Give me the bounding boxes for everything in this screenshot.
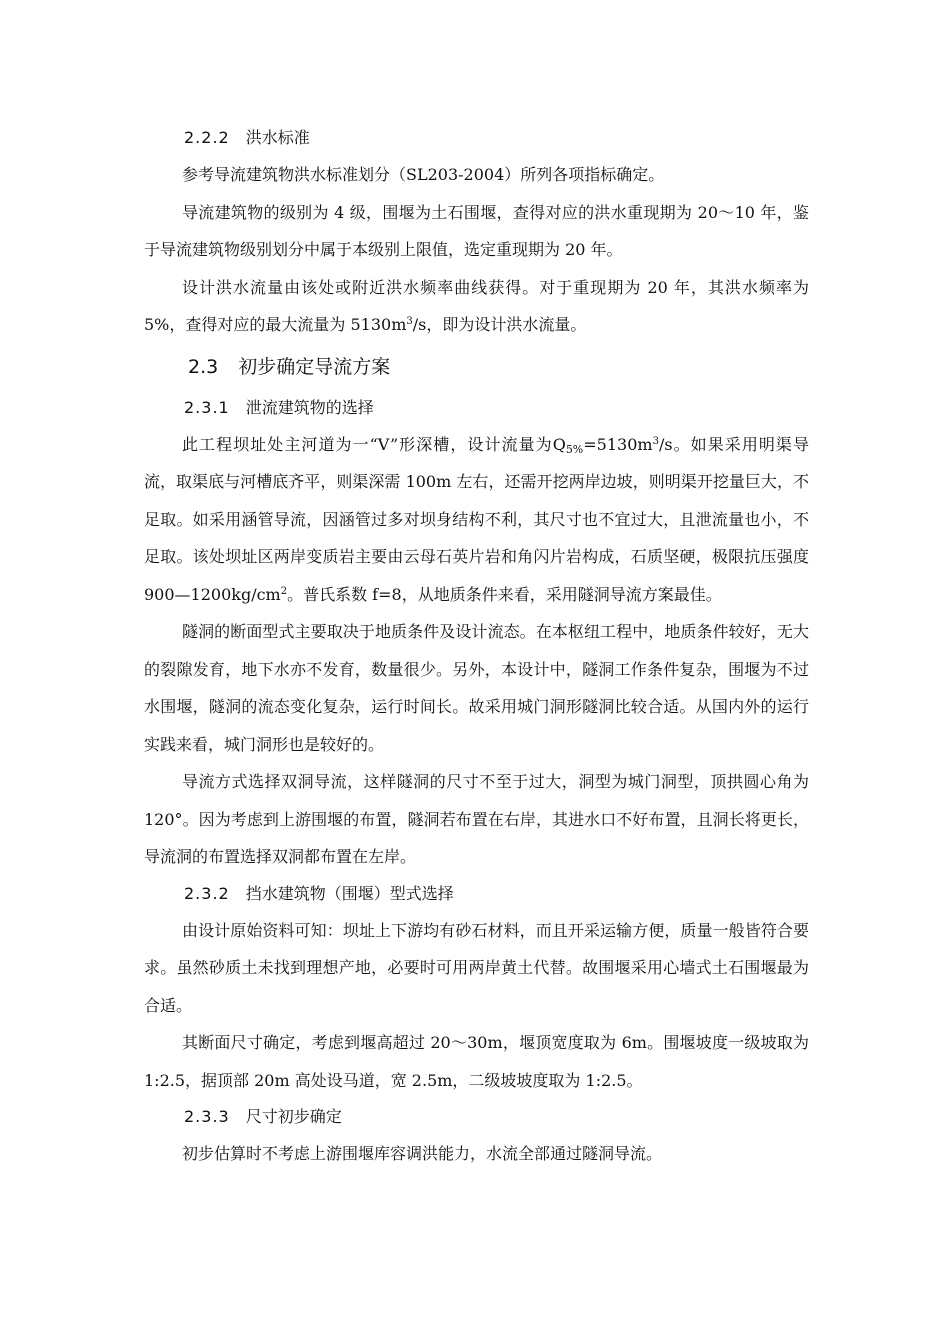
- heading-2-3-3: [144, 1099, 809, 1135]
- superscript: 2: [280, 585, 288, 597]
- text-run: /s。如果采用明渠导流，取渠底与河槽底齐平，则渠深需 100m 左右，还需开挖两岸边坡，则明渠开挖量巨大，不足取。如采用涵管导流，因涵管过多对坝身结构不利，其尺寸也不宜过大，且泄流量也小，不足取。该处坝址区两岸变质岩主要由云母石英片岩和角闪片岩构成，石质坚硬，极限抗压强度 900—1200kg/cm: [144, 434, 809, 604]
- paragraph: 初步估算时不考虑上游围堰库容调洪能力，水流全部通过隧洞导流。: [182, 1144, 663, 1163]
- heading-title: 挡水建筑物（围堰）型式选择: [245, 883, 454, 903]
- page-content: [144, 116, 809, 1173]
- heading-2-2-2: [144, 120, 809, 156]
- heading-title: 洪水标准: [245, 128, 310, 147]
- heading-title: 尺寸初步确定: [245, 1107, 342, 1126]
- text-run: /s，即为设计洪水流量。: [412, 315, 587, 334]
- heading-title: 初步确定导流方案: [238, 355, 391, 378]
- paragraph: 隧洞的断面型式主要取决于地质条件及设计流态。在本枢纽工程中，地质条件较好，无大的裂隙发育，地下水亦不发育，数量很少。另外，本设计中，隧洞工作条件复杂，围堰为不过水围堰，隧洞的流态变化复杂，运行时间长。故采用城门洞形隧洞比较合适。从国内外的运行实践来看，城门洞形也是较好的。: [144, 622, 809, 754]
- text-run: =5130m: [583, 434, 653, 454]
- text-run: 此工程坝址处主河道为一“V”形深槽，设计流量为Q: [182, 434, 566, 454]
- paragraph: 其断面尺寸确定，考虑到堰高超过 20～30m，堰顶宽度取为 6m。围堰坡度一级坡取为 1:2.5，据顶部 20m 高处设马道，宽 2.5m，二级坡坡度取为 1:2.5。: [144, 1033, 809, 1090]
- subscript: 5%: [565, 442, 584, 456]
- paragraph: 由设计原始资料可知：坝址上下游均有砂石材料，而且开采运输方便，质量一般皆符合要求。虽然砂质土未找到理想产地，必要时可用两岸黄土代替。故围堰采用心墙式土石围堰最为合适。: [144, 920, 809, 1015]
- paragraph: 导流方式选择双洞导流，这样隧洞的尺寸不至于过大，洞型为城门洞型，顶拱圆心角为 120°。因为考虑到上游围堰的布置，隧洞若布置在右岸，其进水口不好布置，且洞长将更长，导流洞的布置选择双洞都布置在左岸。: [144, 772, 809, 866]
- heading-title: 泄流建筑物的选择: [245, 397, 374, 417]
- heading-2-3-1: [144, 390, 809, 426]
- text-run: 设计洪水流量由该处或附近洪水频率曲线获得。对于重现期为 20 年，其洪水频率为 5%，查得对应的最大流量为 5130m: [144, 277, 809, 334]
- heading-number: 2.3: [188, 355, 219, 378]
- paragraph: [144, 269, 809, 344]
- paragraph: [144, 426, 809, 614]
- heading-number: 2.3.1: [184, 397, 230, 417]
- paragraph: 导流建筑物的级别为 4 级，围堰为土石围堰，查得对应的洪水重现期为 20～10 年，鉴于导流建筑物级别划分中属于本级别上限值，选定重现期为 20 年。: [144, 202, 809, 259]
- text-run: 。普氏系数 f=8，从地质条件来看，采用隧洞导流方案最佳。: [287, 584, 722, 604]
- superscript: 3: [652, 435, 659, 447]
- superscript: 3: [406, 316, 413, 327]
- heading-number: 2.2.2: [184, 128, 230, 147]
- heading-2-3-2: [144, 876, 809, 912]
- heading-number: 2.3.2: [184, 883, 230, 903]
- heading-number: 2.3.3: [184, 1107, 230, 1126]
- heading-2-3: [144, 344, 809, 390]
- paragraph: 参考导流建筑物洪水标准划分（SL203-2004）所列各项指标确定。: [182, 165, 665, 184]
